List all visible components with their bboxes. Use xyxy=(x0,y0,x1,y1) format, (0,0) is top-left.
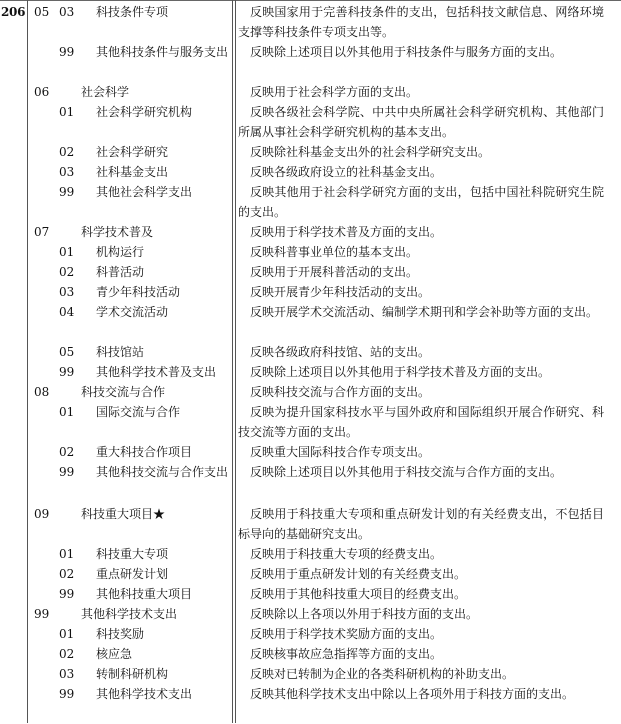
item-description: 反映用于科技重大专项的经费支出。 xyxy=(250,547,443,561)
item-code: 02 xyxy=(59,647,75,661)
table-row xyxy=(0,42,621,82)
item-name: 科技馆站 xyxy=(96,345,145,359)
item-name: 科学技术普及 xyxy=(81,225,154,239)
section-code: 09 xyxy=(34,507,50,521)
table-row xyxy=(0,282,621,302)
item-name: 核应急 xyxy=(96,647,133,661)
item-description: 反映各级政府科技馆、站的支出。 xyxy=(250,345,431,359)
item-code: 03 xyxy=(59,285,75,299)
item-description: 反映除上述项目以外其他用于科技条件与服务方面的支出。 xyxy=(250,45,563,59)
item-name: 科技条件专项 xyxy=(96,5,169,19)
item-description: 反映各级社会科学院、中共中央所属社会科学研究机构、其他部门所属从事社会科学研究机构的基本支出。 xyxy=(238,105,604,139)
table-row xyxy=(0,102,621,142)
item-description: 反映开展青少年科技活动的支出。 xyxy=(250,285,431,299)
item-description: 反映科普事业单位的基本支出。 xyxy=(250,245,419,259)
table-row xyxy=(0,442,621,462)
class-code: 206 xyxy=(1,5,26,19)
item-description: 反映用于科学技术奖励方面的支出。 xyxy=(250,627,443,641)
item-code: 02 xyxy=(59,265,75,279)
table-row xyxy=(0,242,621,262)
table-row xyxy=(0,362,621,382)
table-top-border xyxy=(0,0,621,1)
item-description: 反映国家用于完善科技条件的支出，包括科技文献信息、网络环境支撑等科技条件专项支出等。 xyxy=(238,5,604,39)
section-code: 05 xyxy=(34,5,50,19)
item-code: 03 xyxy=(59,165,75,179)
item-code: 01 xyxy=(59,547,75,561)
item-code: 01 xyxy=(59,627,75,641)
table-row xyxy=(0,382,621,402)
item-description: 反映用于科学技术普及方面的支出。 xyxy=(250,225,443,239)
table-row xyxy=(0,302,621,342)
table-row xyxy=(0,2,621,42)
table-row xyxy=(0,262,621,282)
item-name: 社会科学研究 xyxy=(96,145,169,159)
item-code: 04 xyxy=(59,305,75,319)
table-row xyxy=(0,684,621,724)
table-row xyxy=(0,462,621,502)
item-name: 其他科技重大项目 xyxy=(96,587,193,601)
item-description: 反映其他科学技术支出中除以上各项外用于科技方面的支出。 xyxy=(250,687,575,701)
item-name: 科技重大项目★ xyxy=(81,507,166,521)
section-code: 06 xyxy=(34,85,50,99)
item-code: 01 xyxy=(59,245,75,259)
item-name: 社会科学研究机构 xyxy=(96,105,193,119)
item-name: 科技交流与合作 xyxy=(81,385,166,399)
item-description: 反映开展学术交流活动、编制学术期刊和学会补助等方面的支出。 xyxy=(250,305,599,319)
table-row xyxy=(0,544,621,564)
item-code: 99 xyxy=(59,587,75,601)
item-name: 重大科技合作项目 xyxy=(96,445,193,459)
table-row xyxy=(0,624,621,644)
item-description: 反映除以上各项以外用于科技方面的支出。 xyxy=(250,607,479,621)
item-description: 反映用于科技重大专项和重点研发计划的有关经费支出，不包括目标导向的基础研究支出。 xyxy=(238,507,604,541)
table-row xyxy=(0,584,621,604)
item-name: 学术交流活动 xyxy=(96,305,169,319)
item-description: 反映除上述项目以外其他用于科技交流与合作方面的支出。 xyxy=(250,465,563,479)
item-name: 其他科技条件与服务支出 xyxy=(96,45,229,59)
item-code: 02 xyxy=(59,445,75,459)
item-name: 其他科学技术普及支出 xyxy=(96,365,217,379)
item-description: 反映其他用于社会科学研究方面的支出，包括中国社科院研究生院的支出。 xyxy=(238,185,604,219)
item-code: 03 xyxy=(59,5,75,19)
item-name: 其他科学技术支出 xyxy=(96,687,193,701)
item-name: 机构运行 xyxy=(96,245,145,259)
table-row xyxy=(0,162,621,182)
item-name: 青少年科技活动 xyxy=(96,285,181,299)
item-description: 反映除上述项目以外其他用于科学技术普及方面的支出。 xyxy=(250,365,551,379)
item-description: 反映为提升国家科技水平与国外政府和国际组织开展合作研究、科技交流等方面的支出。 xyxy=(238,405,604,439)
item-code: 01 xyxy=(59,405,75,419)
item-description: 反映重大国际科技合作专项支出。 xyxy=(250,445,431,459)
table-row xyxy=(0,564,621,584)
item-code: 05 xyxy=(59,345,75,359)
item-name: 国际交流与合作 xyxy=(96,405,181,419)
table-row xyxy=(0,82,621,102)
item-code: 99 xyxy=(59,365,75,379)
item-description: 反映核事故应急指挥等方面的支出。 xyxy=(250,647,443,661)
item-name: 社会科学 xyxy=(81,85,130,99)
item-code: 99 xyxy=(59,45,75,59)
section-code: 99 xyxy=(34,607,50,621)
item-description: 反映用于其他科技重大项目的经费支出。 xyxy=(250,587,467,601)
table-row xyxy=(0,604,621,624)
item-name: 科普活动 xyxy=(96,265,145,279)
item-code: 99 xyxy=(59,465,75,479)
item-name: 其他科技交流与合作支出 xyxy=(96,465,229,479)
item-code: 02 xyxy=(59,567,75,581)
section-code: 08 xyxy=(34,385,50,399)
item-description: 反映科技交流与合作方面的支出。 xyxy=(250,385,431,399)
item-name: 重点研发计划 xyxy=(96,567,169,581)
table-row xyxy=(0,342,621,362)
item-description: 反映各级政府设立的社科基金支出。 xyxy=(250,165,443,179)
item-name: 科技奖励 xyxy=(96,627,145,641)
item-name: 其他科学技术支出 xyxy=(81,607,178,621)
item-name: 科技重大专项 xyxy=(96,547,169,561)
section-code: 07 xyxy=(34,225,50,239)
table-row xyxy=(0,142,621,162)
table-row xyxy=(0,504,621,544)
item-code: 01 xyxy=(59,105,75,119)
item-name: 其他社会科学支出 xyxy=(96,185,193,199)
table-row xyxy=(0,664,621,684)
item-description: 反映用于开展科普活动的支出。 xyxy=(250,265,419,279)
table-row xyxy=(0,182,621,222)
item-code: 02 xyxy=(59,145,75,159)
item-description: 反映除社科基金支出外的社会科学研究支出。 xyxy=(250,145,491,159)
item-name: 转制科研机构 xyxy=(96,667,169,681)
item-description: 反映用于重点研发计划的有关经费支出。 xyxy=(250,567,467,581)
table-row xyxy=(0,644,621,664)
item-description: 反映对已转制为企业的各类科研机构的补助支出。 xyxy=(250,667,515,681)
table-row xyxy=(0,222,621,242)
item-code: 03 xyxy=(59,667,75,681)
item-name: 社科基金支出 xyxy=(96,165,169,179)
item-code: 99 xyxy=(59,687,75,701)
item-description: 反映用于社会科学方面的支出。 xyxy=(250,85,419,99)
table-row xyxy=(0,402,621,442)
item-code: 99 xyxy=(59,185,75,199)
